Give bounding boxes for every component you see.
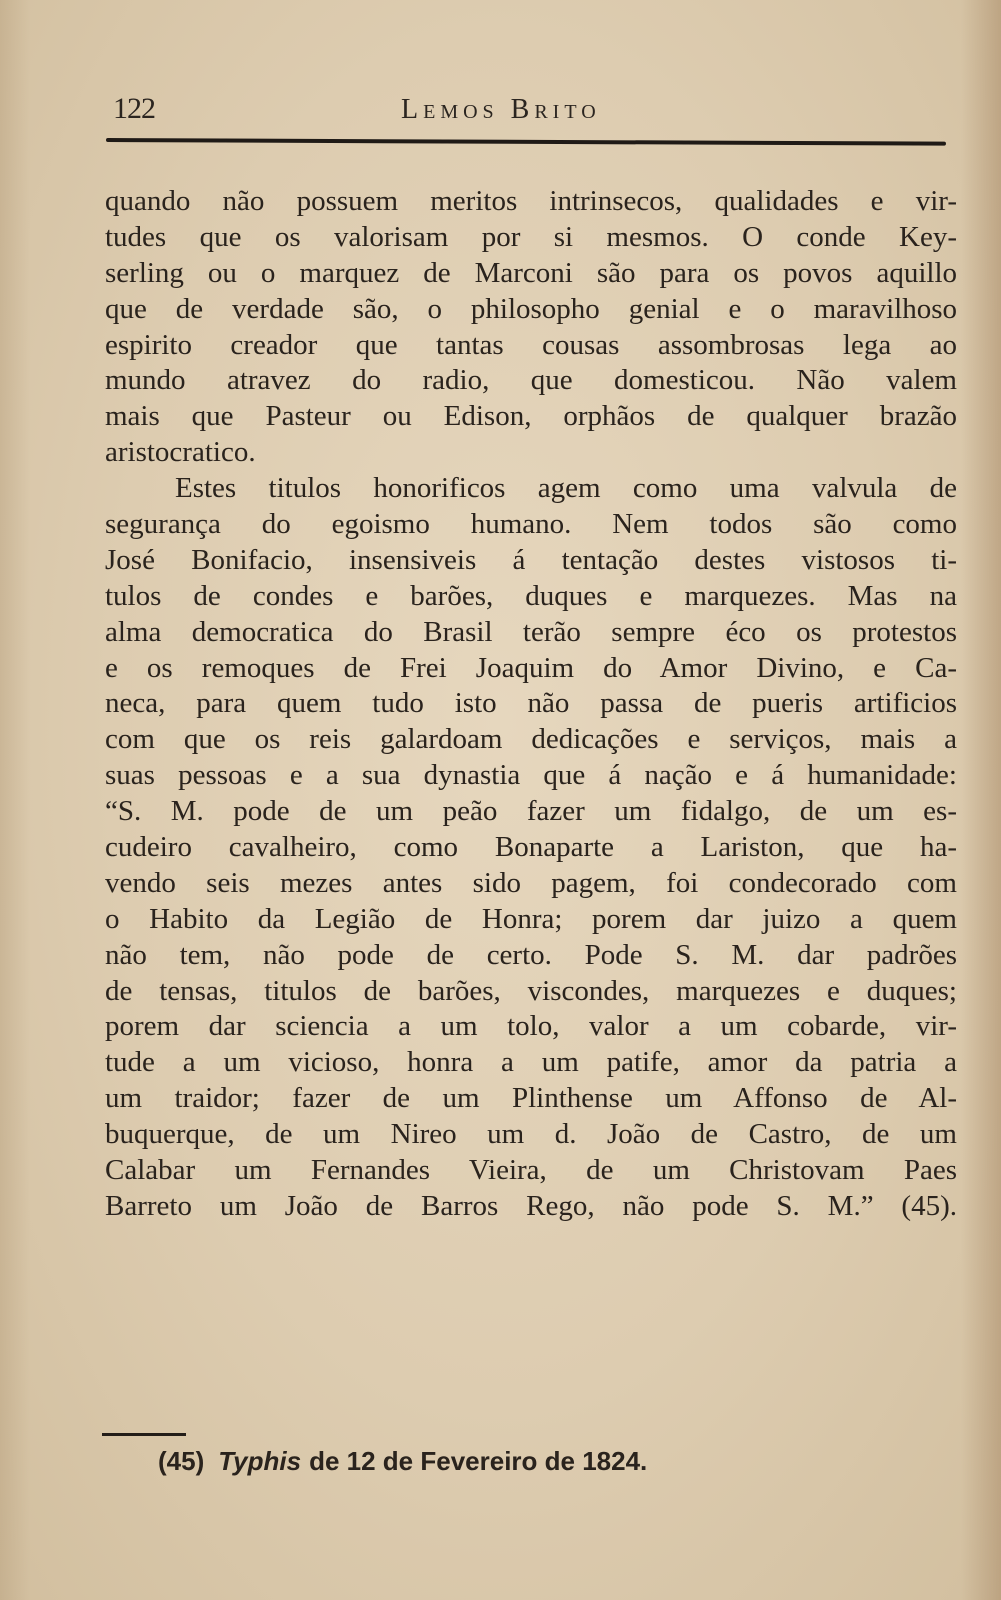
text-line: o Habito da Legião de Honra; porem dar juizo a quem [105,902,957,935]
text-line: aristocratico. [105,436,256,469]
body-text [105,184,957,1225]
text-line: tude a um vicioso, honra a um patife, amor da patria a [105,1046,957,1079]
text-line: não tem, não pode de certo. Pode S. M. dar padrões [105,938,957,971]
footnote-rule [102,1433,186,1436]
text-line: neca, para quem tudo isto não passa de pueris artificios [105,687,957,720]
text-line: Barreto um João de Barros Rego, não pode S. M.” (45). [105,1189,957,1222]
text-line: buquerque, de um Nireo um d. João de Castro, de um [105,1118,957,1151]
running-head [113,92,963,132]
text-line: mais que Pasteur ou Edison, orphãos de qualquer brazão [105,400,957,433]
text-line: que de verdade são, o philosopho genial e o maravilhoso [105,292,957,325]
text-line: espirito creador que tantas cousas assombrosas lega ao [105,328,957,361]
text-line: e os remoques de Frei Joaquim do Amor Divino, e Ca- [105,651,957,684]
footnote-source: Typhis [218,1446,302,1476]
text-line: cudeiro cavalheiro, como Bonaparte a Lariston, que ha- [105,831,957,864]
text-line: alma democratica do Brasil terão sempre éco os protestos [105,615,957,648]
page-number: 122 [113,92,155,125]
text-line: “S. M. pode de um peão fazer um fidalgo, de um es- [105,795,957,828]
text-line: mundo atravez do radio, que domesticou. Não valem [105,364,957,397]
text-line: quando não possuem meritos intrinsecos, qualidades e vir- [105,185,957,217]
text-line: com que os reis galardoam dedicações e serviços, mais a [105,723,957,756]
header-rule [106,138,946,146]
text-line: tulos de condes e barões, duques e marquezes. Mas na [105,579,957,612]
footnote-number: (45) [158,1446,205,1476]
footnote-text: de 12 de Fevereiro de 1824. [309,1446,648,1476]
text-line: suas pessoas e a sua dynastia que á nação e á humanidade: [105,759,957,792]
text-line: vendo seis mezes antes sido pagem, foi condecorado com [105,866,957,899]
text-line: tudes que os valorisam por si mesmos. O conde Key- [105,220,957,253]
running-title: Lemos Brito [401,94,601,125]
text-line: Calabar um Fernandes Vieira, de um Christovam Paes [105,1154,957,1187]
text-line: José Bonifacio, insensiveis á tentação destes vistosos ti- [105,543,957,576]
text-line: porem dar sciencia a um tolo, valor a um cobarde, vir- [105,1010,957,1043]
footnote [158,1446,647,1477]
paragraph-start-line: Estes titulos honorificos agem como uma valvula de [175,472,957,505]
text-line: de tensas, titulos de barões, viscondes, marquezes e duques; [105,974,957,1007]
text-line: serling ou o marquez de Marconi são para os povos aquillo [105,256,957,289]
text-line: segurança do egoismo humano. Nem todos são como [105,508,957,541]
text-line: um traidor; fazer de um Plinthense um Affonso de Al- [105,1082,957,1115]
